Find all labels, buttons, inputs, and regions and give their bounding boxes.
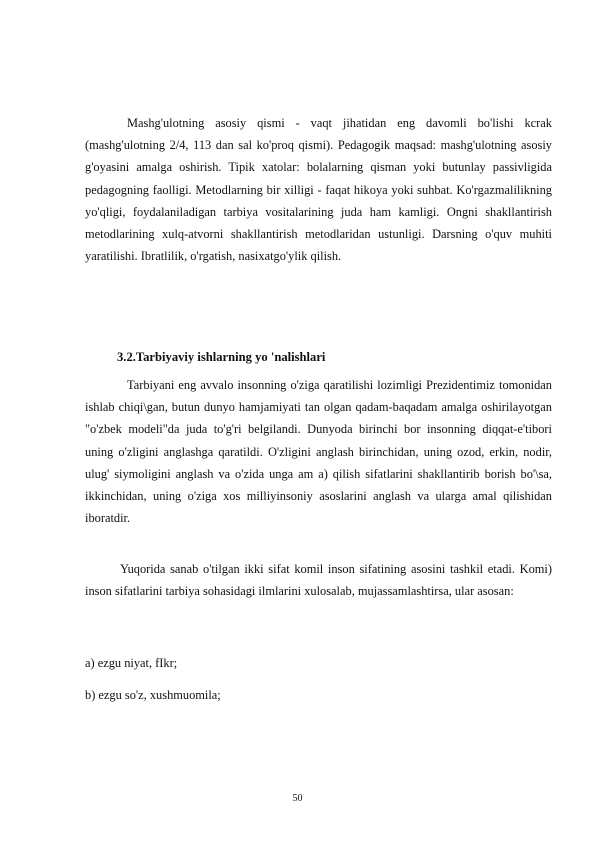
- paragraph-main-part: [85, 112, 552, 267]
- paragraph-upbringing-text: Tarbiyani eng avvalo insonning o'ziga qaratilishi lozimligi Prezidentimiz tomonidan ishlab chiqi\gan, butun dunyo hamjamiyati tan olgan qadam-baqadam amalga oshirilayotgan "o'zbek modeli"da juda to'g'ri belgilandi. Dunyoda birinchi bor insonning diqqat-e'tibori uning o'zligini anglashga qaratildi. O'zligini anglash birinchidan, uning ozod, erkin, nodir, ulug' siymoligini anglash va o'zida unga am a) qilish sifatlarini shakllantirib borish bo'\sa, ikkinchidan, uning o'ziga xos milliyinsoniy asoslarini anglash va ularga amal qilishidan iboratdir.: [85, 378, 552, 526]
- page-number: 50: [292, 793, 303, 804]
- list-item-a: a) ezgu niyat, fIkr;: [85, 656, 178, 670]
- list-item-b: b) ezgu so'z, xushmuomila;: [85, 688, 221, 702]
- paragraph-main-part-text: Mashg'ulotning asosiy qismi - vaqt jihatidan eng davomli bo'lishi kcrak (mashg'ulotning 2/4, 113 dan sal ko'proq qismi). Pedagogik maqsad: mashg'ulotning asosiy g'oyasini amalga oshirish. Tipik xatolar: bolalarning qisman yoki butunlay passivligida pedagogning faolligi. Metodlarning bir xilligi - faqat hikoya yoki suhbat. Ko'rgazmalilikning yo'qligi, foydalaniladigan tarbiya vositalarining juda ham kamligi. Ongni shakllantirish metodlarining xulq-atvorni shakllantirish metodlaridan ustunligi. Darsning o'quv muhiti yaratilishi. Ibratlilik, o'rgatish, nasixatgo'ylik qilish.: [85, 116, 552, 264]
- paragraph-upbringing: [85, 374, 552, 529]
- paragraph-qualities-text: Yuqorida sanab o'tilgan ikki sifat komil inson sifatining asosini tashkil etadi. Komi) inson sifatlarini tarbiya sohasidagi ilmlarini xulosalab, mujassamlashtirsa, ular asosan:: [85, 562, 552, 599]
- section-heading: 3.2.Tarbiyaviy ishlarning yo 'nalishlari: [117, 350, 326, 364]
- paragraph-qualities: [85, 558, 552, 602]
